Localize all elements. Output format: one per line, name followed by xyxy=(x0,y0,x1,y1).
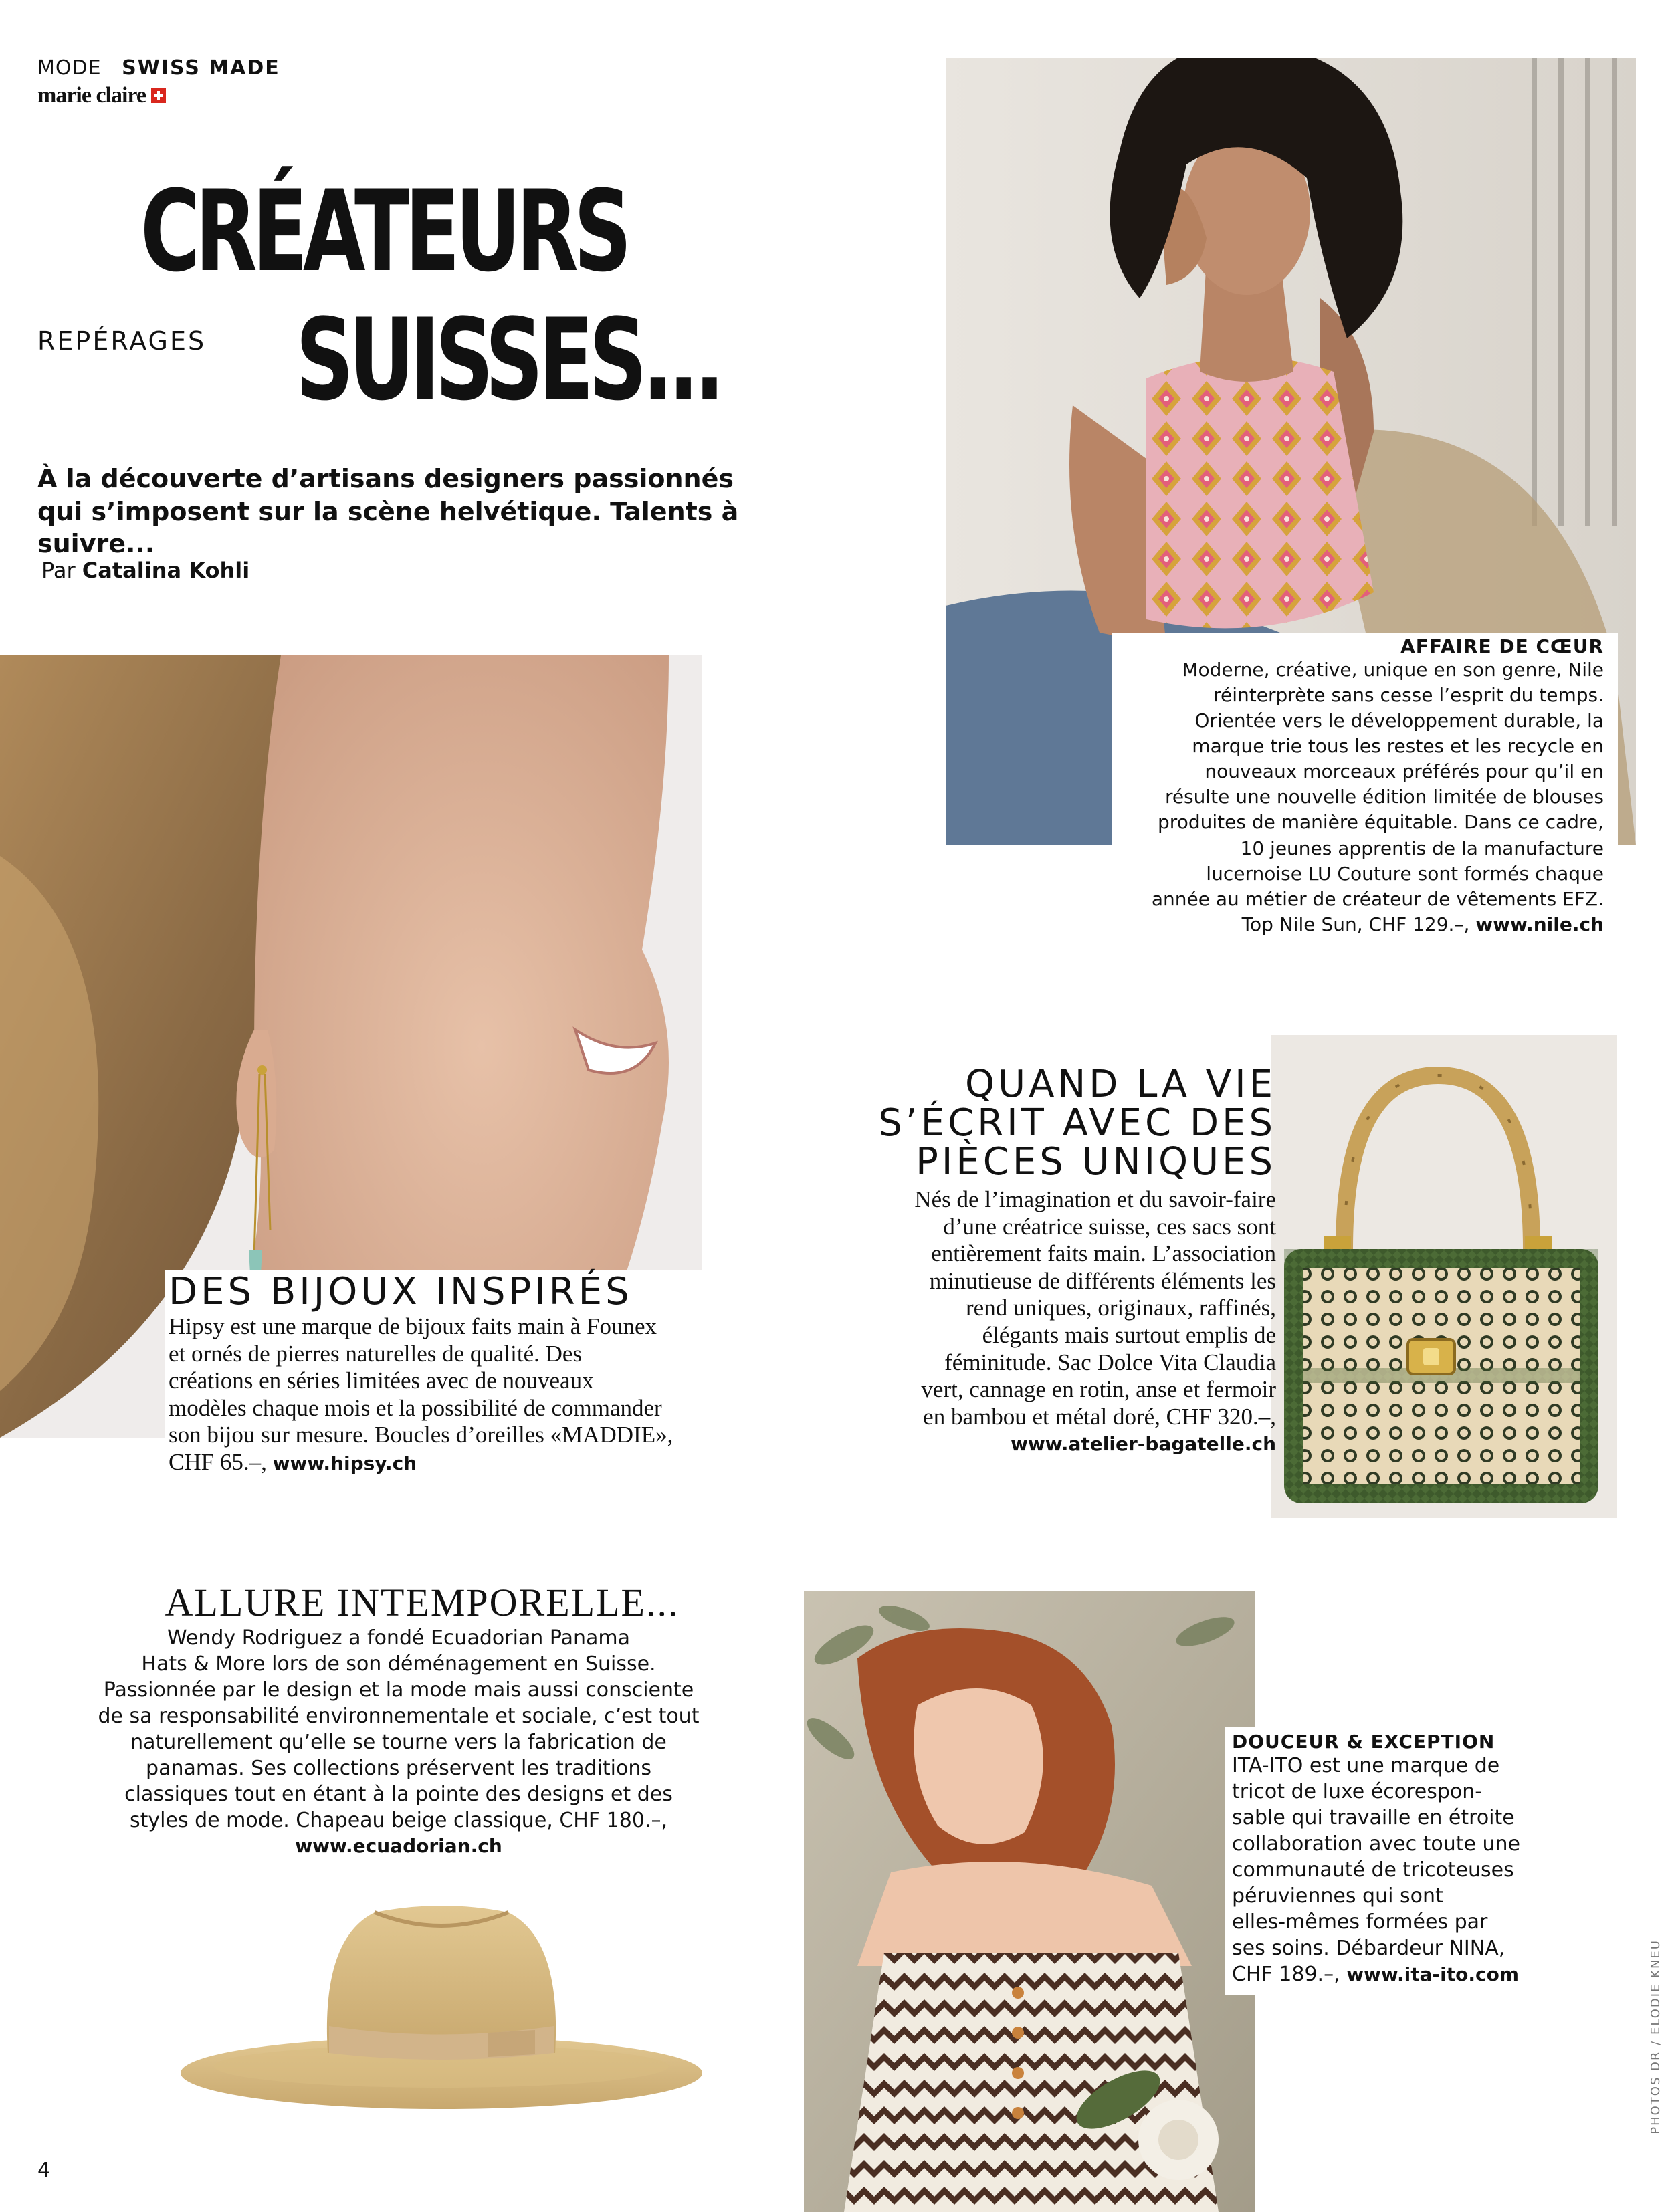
nile-line: marque trie tous les restes et les recycle en xyxy=(1192,735,1604,758)
section-rubric xyxy=(37,56,280,80)
bagatelle-line: féminitude. Sac Dolce Vita Claudia xyxy=(944,1349,1276,1375)
swiss-cross-icon xyxy=(151,88,166,103)
title-line-2: SUISSES... xyxy=(296,294,720,425)
section-label: MODE xyxy=(37,56,102,80)
photo-panama-hat xyxy=(174,1899,709,2113)
byline-prefix: Par xyxy=(41,558,76,583)
nile-line: nouveaux morceaux préférés pour qu’il en xyxy=(1205,760,1604,783)
bagatelle-heading xyxy=(736,1063,1276,1184)
ecuadorian-line: panamas. Ses collections préservent les traditions xyxy=(146,1757,651,1780)
itaito-line: ITA-ITO est une marque de xyxy=(1232,1754,1500,1777)
series-label: SWISS MADE xyxy=(122,56,280,80)
ecuadorian-line: classiques tout en étant à la pointe des designs et des xyxy=(124,1783,673,1806)
hipsy-line: modèles chaque mois et la possibilité de commander xyxy=(169,1394,662,1421)
itaito-website: www.ita-ito.com xyxy=(1346,1963,1519,1985)
bagatelle-heading-line: PIÈCES UNIQUES xyxy=(916,1140,1276,1184)
nile-line: 10 jeunes apprentis de la manufacture xyxy=(1240,837,1604,859)
page-number: 4 xyxy=(37,2159,51,2182)
bagatelle-line: entièrement faits main. L’association xyxy=(931,1240,1276,1267)
ecuadorian-line: Wendy Rodriguez a fondé Ecuadorian Panama xyxy=(167,1626,630,1650)
ecuadorian-line: styles de mode. Chapeau beige classique, CHF 180.–, xyxy=(130,1809,667,1832)
photo-credit: PHOTOS DR / ELODIE KNEU xyxy=(1649,1939,1663,2134)
bagatelle-line: minutieuse de différents éléments les xyxy=(929,1267,1276,1294)
ecuadorian-heading: ALLURE INTEMPORELLE... xyxy=(165,1581,680,1624)
hipsy-line: Hipsy est une marque de bijoux faits main à Founex xyxy=(169,1313,657,1339)
ecuadorian-line: Hats & More lors de son déménagement en Suisse. xyxy=(141,1652,656,1676)
nile-line: résulte une nouvelle édition limitée de blouses xyxy=(1164,786,1604,808)
ecuadorian-body xyxy=(56,1625,741,1834)
bagatelle-line: rend uniques, originaux, raffinés, xyxy=(966,1295,1276,1321)
nile-product: Top Nile Sun, CHF 129.–, xyxy=(1241,913,1470,935)
ecuadorian-line: naturellement qu’elle se tourne vers la fabrication de xyxy=(130,1731,667,1754)
bagatelle-line: élégants mais surtout emplis de xyxy=(982,1321,1276,1348)
photo-itaito-model xyxy=(804,1591,1255,2212)
nile-body xyxy=(1112,657,1618,937)
bagatelle-website: www.atelier-bagatelle.ch xyxy=(1011,1433,1276,1456)
hipsy-line: son bijou sur mesure. Boucles d’oreilles «MADDIE», xyxy=(169,1422,673,1448)
title-kicker: REPÉRAGES xyxy=(37,326,207,356)
itaito-caption xyxy=(1225,1727,1540,1995)
itaito-line: elles-mêmes formées par xyxy=(1232,1910,1488,1934)
hipsy-heading: DES BIJOUX INSPIRÉS xyxy=(169,1270,633,1313)
bagatelle-line: vert, cannage en rotin, anse et fermoir xyxy=(921,1376,1276,1403)
bagatelle-line: en bambou et métal doré, CHF 320.–, xyxy=(923,1403,1276,1430)
nile-line: année au métier de créateur de vêtements EFZ. xyxy=(1151,887,1604,910)
nile-line-last xyxy=(1112,912,1604,937)
nile-heading: AFFAIRE DE CŒUR xyxy=(1400,635,1604,657)
itaito-heading: DOUCEUR & EXCEPTION xyxy=(1232,1731,1495,1753)
itaito-line: ses soins. Débardeur NINA, xyxy=(1232,1937,1505,1960)
logo-text: marie claire xyxy=(37,83,146,108)
bagatelle-line: Nés de l’imagination et du savoir-faire xyxy=(914,1186,1276,1212)
title-line-1: CRÉATEURS xyxy=(140,166,627,297)
nile-website: www.nile.ch xyxy=(1475,913,1604,935)
nile-caption xyxy=(1112,633,1618,958)
nile-line: Moderne, créative, unique en son genre, Nile xyxy=(1182,659,1604,681)
bagatelle-body xyxy=(736,1186,1276,1430)
nile-line: Orientée vers le développement durable, la xyxy=(1194,709,1604,732)
itaito-line: communauté de tricoteuses xyxy=(1232,1858,1514,1882)
itaito-line: péruviennes qui sont xyxy=(1232,1884,1443,1908)
intro-text: À la découverte d’artisans designers passionnés qui s’imposent sur la scène helvétique. Talents à suivre... xyxy=(37,464,739,559)
ecuadorian-line: de sa responsabilité environnementale et sociale, c’est tout xyxy=(98,1704,700,1728)
bagatelle-text xyxy=(736,1063,1276,1456)
bagatelle-line: d’une créatrice suisse, ces sacs sont xyxy=(943,1213,1276,1240)
hipsy-line: créations en séries limitées avec de nouveaux xyxy=(169,1367,594,1394)
bagatelle-heading-line: S’ÉCRIT AVEC DES xyxy=(878,1101,1276,1145)
hipsy-body xyxy=(165,1313,753,1476)
hipsy-line-last xyxy=(169,1449,753,1476)
hipsy-price: CHF 65.–, xyxy=(169,1448,267,1475)
itaito-body xyxy=(1225,1753,1540,1987)
byline xyxy=(41,558,249,583)
magazine-logo xyxy=(37,83,166,108)
ecuadorian-website: www.ecuadorian.ch xyxy=(295,1835,502,1857)
byline-author: Catalina Kohli xyxy=(82,558,250,583)
nile-line: réinterprète sans cesse l’esprit du temps. xyxy=(1213,684,1604,707)
nile-line: produites de manière équitable. Dans ce cadre, xyxy=(1158,811,1604,834)
itaito-line-last xyxy=(1232,1961,1540,1987)
bagatelle-heading-line: QUAND LA VIE xyxy=(965,1063,1276,1106)
itaito-line: collaboration avec toute une xyxy=(1232,1832,1521,1856)
itaito-price: CHF 189.–, xyxy=(1232,1963,1340,1986)
ecuadorian-line: Passionnée par le design et la mode mais aussi consciente xyxy=(103,1678,694,1702)
hipsy-line: et ornés de pierres naturelles de qualité. Des xyxy=(169,1340,583,1367)
itaito-line: sable qui travaille en étroite xyxy=(1232,1806,1515,1830)
photo-bagatelle-bag xyxy=(1271,1035,1617,1518)
hipsy-caption xyxy=(165,1270,753,1479)
hipsy-website: www.hipsy.ch xyxy=(272,1452,417,1474)
ecuadorian-text xyxy=(56,1583,741,1857)
nile-line: lucernoise LU Couture sont formés chaque xyxy=(1206,862,1604,885)
itaito-line: tricot de luxe écorespon- xyxy=(1232,1780,1483,1803)
